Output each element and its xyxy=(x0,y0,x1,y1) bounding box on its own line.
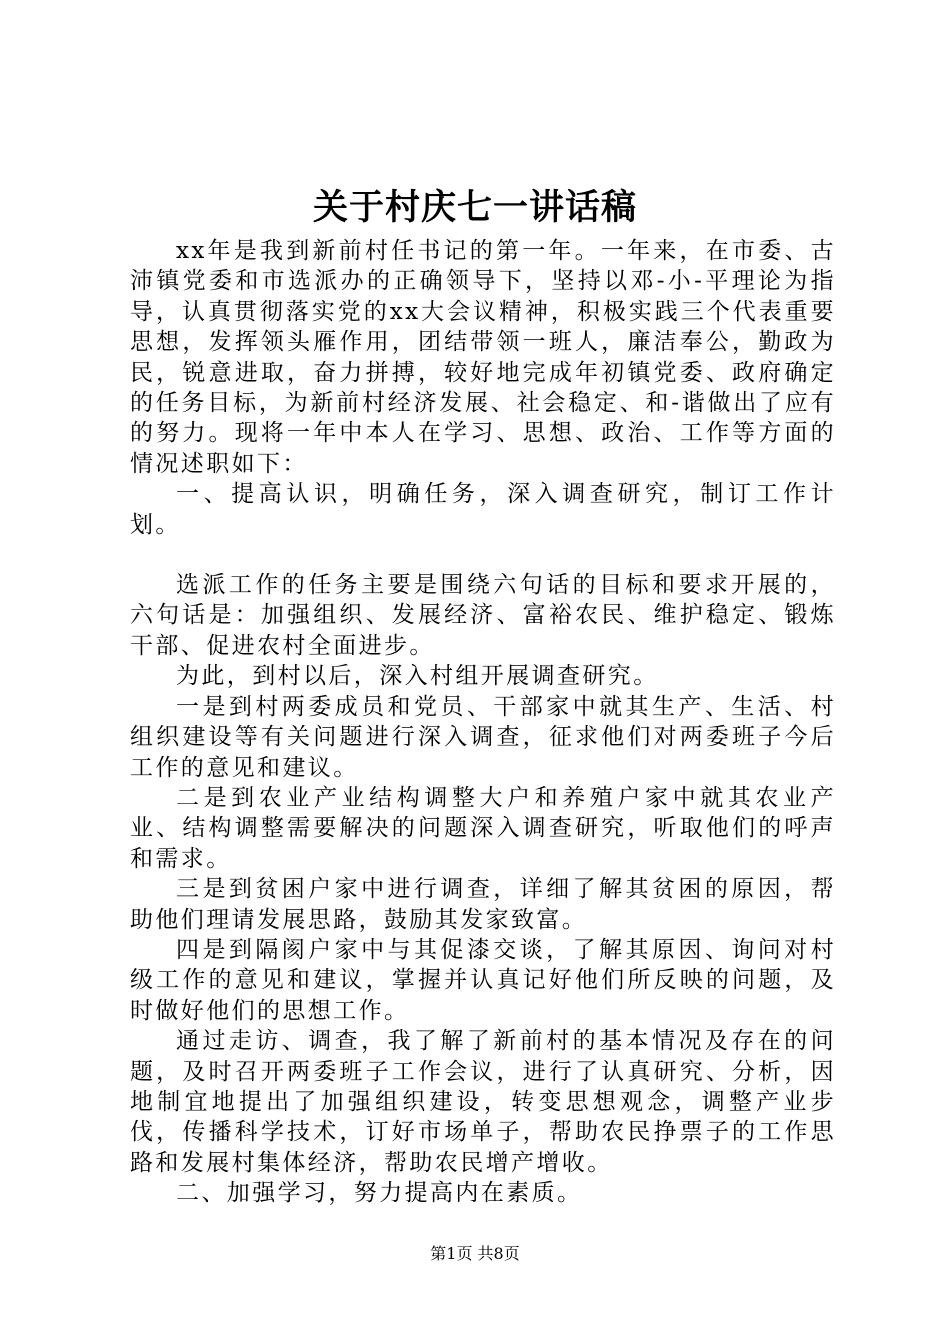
document-title: 关于村庆七一讲话稿 xyxy=(312,187,637,228)
paragraph-item-3: 三是到贫困户家中进行调查，详细了解其贫困的原因，帮助他们理请发展思路，鼓励其发家致富。 xyxy=(130,876,836,933)
paragraph-research: 为此，到村以后，深入村组开展调查研究。 xyxy=(176,663,659,690)
section-heading-2: 二、加强学习，努力提高内在素质。 xyxy=(176,1180,583,1207)
paragraph-summary: 通过走访、调查，我了解了新前村的基本情况及存在的问题，及时召开两委班子工作会议，进行了认真研究、分析，因地制宜地提出了加强组织建设，转变思想观念，调整产业步伐，传播科学技术，订好市场单子，帮助农民挣票子的工作思路和发展村集体经济，帮助农民增产增收。 xyxy=(130,1028,836,1176)
document-body xyxy=(130,236,836,1209)
paragraph-intro: xx年是我到新前村任书记的第一年。一年来，在市委、古沛镇党委和市选派办的正确领导下，坚持以邓-小-平理论为指导，认真贯彻落实党的xx大会议精神，积极实践三个代表重要思想，发挥领头雁作用，团结带领一班人，廉洁奉公，勤政为民，锐意进取，奋力拼搏，较好地完成年初镇党委、政府确定的任务目标，为新前村经济发展、社会稳定、和-谐做出了应有的努力。现将一年中本人在学习、思想、政治、工作等方面的情况述职如下： xyxy=(130,238,836,477)
paragraph-item-2: 二是到农业产业结构调整大户和养殖户家中就其农业产业、结构调整需要解决的问题深入调查研究，听取他们的呼声和需求。 xyxy=(130,784,836,872)
section-heading-1: 一、提高认识，明确任务，深入调查研究，制订工作计划。 xyxy=(130,481,836,538)
paragraph-item-1: 一是到村两委成员和党员、干部家中就其生产、生活、村组织建设等有关问题进行深入调查，征求他们对两委班子今后工作的意见和建议。 xyxy=(130,693,836,781)
paragraph-task: 选派工作的任务主要是围绕六句话的目标和要求开展的，六句话是：加强组织、发展经济、富裕农民、维护稳定、锻炼干部、促进农村全面进步。 xyxy=(130,572,836,659)
page-footer: 第1页 共8页 xyxy=(430,1244,520,1263)
paragraph-item-4: 四是到隔阂户家中与其促漆交谈，了解其原因、询问对村级工作的意见和建议，掌握并认真记好他们所反映的问题，及时做好他们的思想工作。 xyxy=(130,936,836,1024)
